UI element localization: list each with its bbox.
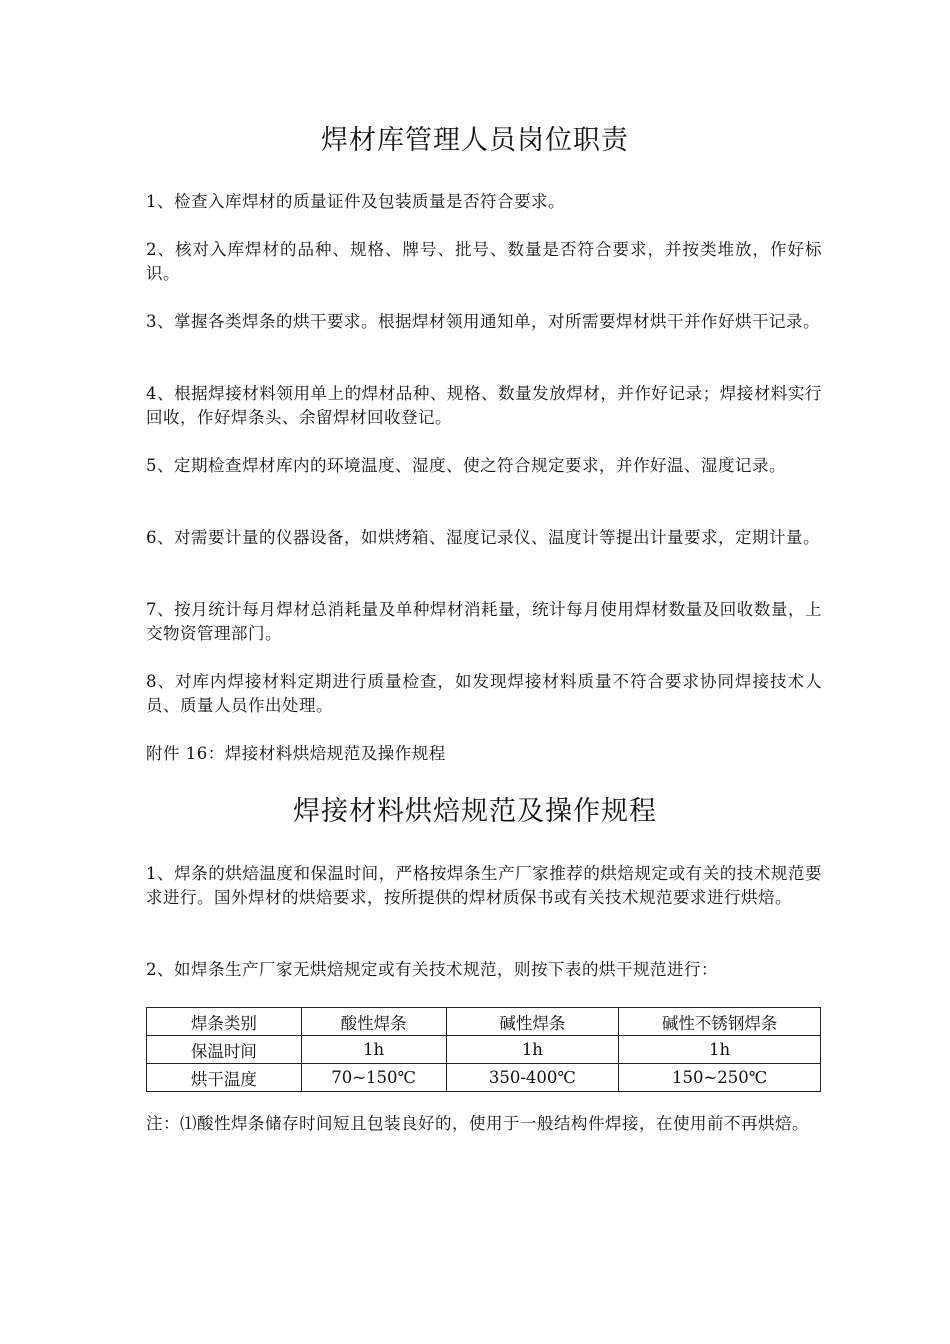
table-cell: 1h — [619, 1036, 821, 1064]
table-header-cell: 焊条类别 — [147, 1008, 302, 1036]
bake-item-2: 2、如焊条生产厂家无烘焙规定或有关技术规范，则按下表的烘干规范进行： — [146, 960, 718, 979]
duty-item-8: 8、对库内焊接材料定期进行质量检查，如发现焊接材料质量不符合要求协同焊接技术人员、质量人员作出处理。 — [146, 672, 822, 715]
table-header-cell: 碱性焊条 — [446, 1008, 619, 1036]
table-cell: 1h — [301, 1036, 446, 1064]
table-cell: 保温时间 — [147, 1036, 302, 1064]
table-cell: 150~250℃ — [619, 1064, 821, 1092]
duty-item-4: 4、根据焊接材料领用单上的焊材品种、规格、数量发放焊材，并作好记录；焊接材料实行回收，作好焊条头、余留焊材回收登记。 — [146, 384, 822, 427]
table-cell: 烘干温度 — [147, 1064, 302, 1092]
table-row — [147, 1036, 821, 1064]
duty-item-6: 6、对需要计量的仪器设备，如烘烤箱、湿度记录仪、温度计等提出计量要求，定期计量。 — [146, 528, 820, 547]
bake-note: 注：⑴酸性焊条储存时间短且包装良好的，使用于一般结构件焊接，在使用前不再烘焙。 — [146, 1114, 809, 1133]
table-header-cell: 酸性焊条 — [301, 1008, 446, 1036]
table-header-row — [147, 1008, 821, 1036]
duty-title: 焊材库管理人员岗位职责 — [321, 125, 629, 156]
table-cell: 70~150℃ — [301, 1064, 446, 1092]
table-cell: 350-400℃ — [446, 1064, 619, 1092]
bake-title: 焊接材料烘焙规范及操作规程 — [293, 796, 657, 827]
attachment-line: 附件 16：焊接材料烘焙规范及操作规程 — [146, 744, 446, 763]
duty-item-3: 3、掌握各类焊条的烘干要求。根据焊材领用通知单，对所需要焊材烘干并作好烘干记录。 — [146, 312, 820, 331]
table-header-cell: 碱性不锈钢焊条 — [619, 1008, 821, 1036]
bake-item-1: 1、焊条的烘焙温度和保温时间，严格按焊条生产厂家推荐的烘焙规定或有关的技术规范要求进行。国外焊材的烘焙要求，按所提供的焊材质保书或有关技术规范要求进行烘焙。 — [146, 864, 822, 907]
duty-item-1: 1、检查入库焊材的质量证件及包装质量是否符合要求。 — [146, 192, 565, 211]
drying-spec-table — [146, 1007, 821, 1092]
table-cell: 1h — [446, 1036, 619, 1064]
table-row — [147, 1064, 821, 1092]
duty-item-5: 5、定期检查焊材库内的环境温度、湿度、使之符合规定要求，并作好温、湿度记录。 — [146, 456, 786, 475]
duty-item-7: 7、按月统计每月焊材总消耗量及单种焊材消耗量，统计每月使用焊材数量及回收数量，上交物资管理部门。 — [146, 600, 822, 643]
duty-item-2: 2、核对入库焊材的品种、规格、牌号、批号、数量是否符合要求，并按类堆放，作好标识。 — [146, 240, 822, 283]
